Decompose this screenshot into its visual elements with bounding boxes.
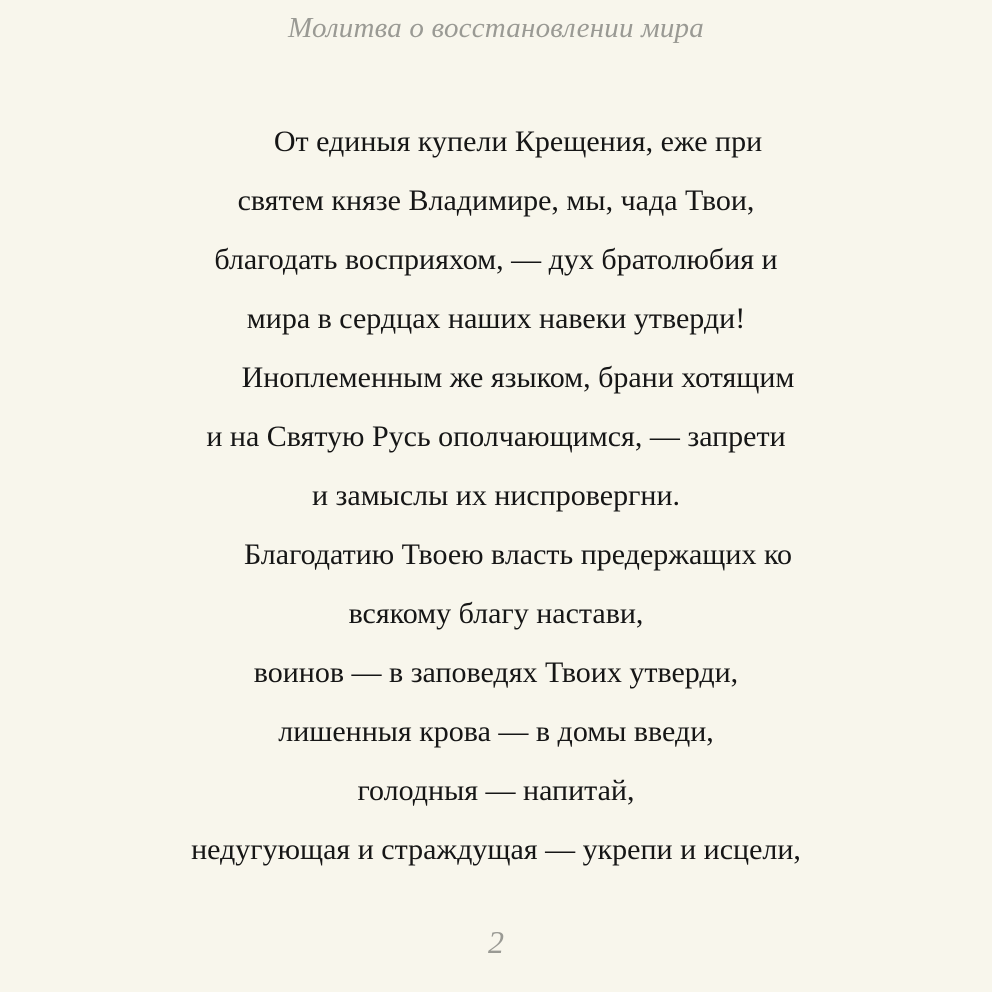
text-line: голодныя — напитай, — [357, 774, 635, 807]
text-line: недугующая и страждущая — укрепи и исцели, — [191, 833, 801, 866]
text-line: От единыя купели Крещения, еже при — [273, 125, 763, 158]
text-line: Иноплеменным же языком, брани хотящим — [241, 361, 795, 394]
text-line: благодать восприяхом, — дух братолюбия и — [214, 243, 778, 276]
text-line: святем князе Владимире, мы, чада Твои, — [237, 184, 755, 217]
text-line: и замыслы их ниспровергни. — [311, 479, 681, 512]
text-line: всякому благу настави, — [348, 597, 644, 630]
prayer-text — [60, 112, 932, 879]
text-line: мира в сердцах наших навеки утверди! — [246, 302, 746, 335]
page-number: 2 — [488, 924, 504, 960]
text-line: и на Святую Русь ополчающимся, — запрети — [206, 420, 786, 453]
text-line: Благодатию Твоею власть предержащих ко — [243, 538, 793, 571]
running-title: Молитва о восстановлении мира — [288, 12, 704, 44]
text-line: воинов — в заповедях Твоих утверди, — [253, 656, 739, 689]
text-line: лишенныя крова — в домы введи, — [278, 715, 714, 748]
